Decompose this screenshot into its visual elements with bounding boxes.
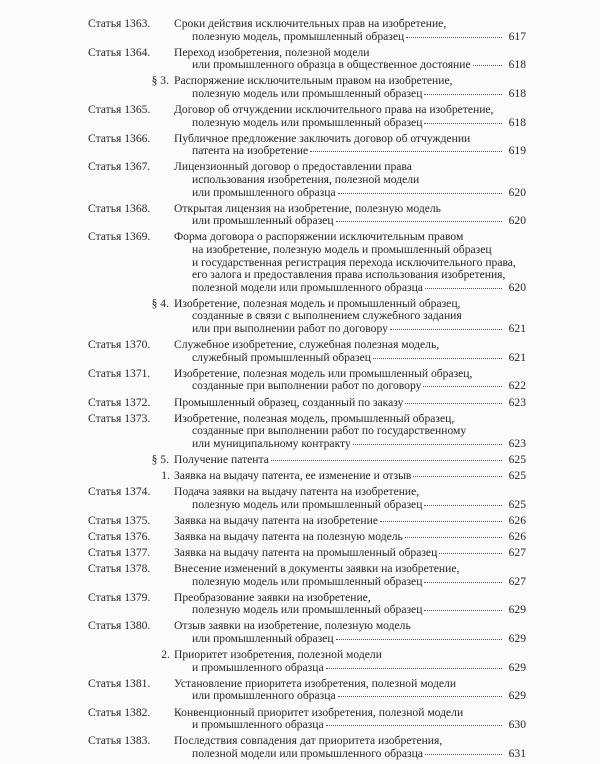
toc-entry-label: Статья 1381. xyxy=(88,676,151,690)
toc-entry-title xyxy=(174,547,526,560)
toc-title-last-line xyxy=(174,690,526,703)
toc-entry-title xyxy=(174,735,526,760)
toc-title-line: Получение патента xyxy=(174,452,269,466)
toc-entry-title xyxy=(174,47,526,72)
toc-entry-title xyxy=(174,203,526,228)
toc-title-line: или промышленный образец xyxy=(192,214,334,228)
toc-entry-title xyxy=(174,104,526,129)
toc-entry-title xyxy=(174,133,526,158)
toc-entry-title xyxy=(174,298,526,336)
toc-title-last-line xyxy=(174,547,526,560)
toc-entry-article xyxy=(88,104,526,129)
page-number: 623 xyxy=(508,436,526,450)
toc-entry-label: § 5. xyxy=(151,452,169,466)
toc-title-line: или промышленного образца в общественное достояние xyxy=(192,58,471,72)
toc-entry-title xyxy=(174,454,526,467)
toc-entry-title xyxy=(174,161,526,199)
toc-entry-article xyxy=(88,339,526,364)
toc-title-line: Последствия совпадения дат приоритета изобретения, xyxy=(174,734,443,748)
page-number: 627 xyxy=(508,545,526,559)
toc-title-line: Открытая лицензия на изобретение, полезную модель xyxy=(174,201,441,215)
toc-entry-article xyxy=(88,161,526,199)
page-number: 620 xyxy=(508,280,526,294)
toc-title-line: или промышленного образца xyxy=(192,185,336,199)
toc-title-line: Преобразование заявки на изобретение, xyxy=(174,590,371,604)
toc-entry-title xyxy=(174,515,526,528)
leader-dots xyxy=(390,321,502,330)
toc-entry-label: Статья 1374. xyxy=(88,485,151,499)
toc-entry-subsection xyxy=(88,470,526,483)
toc-title-line: полезной модели или промышленного образца xyxy=(192,746,423,760)
toc-title-line: Распоряжение исключительным правом на изобретение, xyxy=(174,74,453,88)
toc-entry-article xyxy=(88,563,526,588)
page-number: 618 xyxy=(508,58,526,72)
toc-entry-title xyxy=(174,531,526,544)
toc-entry-title xyxy=(174,18,526,43)
toc-title-line: Договор об отчуждении исключительного права на изобретение, xyxy=(174,103,494,117)
toc-entry-article xyxy=(88,18,526,43)
toc-title-line: полезную модель, промышленный образец xyxy=(192,29,405,43)
toc-entry-label: Статья 1382. xyxy=(88,705,151,719)
page-number: 631 xyxy=(508,746,526,760)
toc-entry-label: Статья 1368. xyxy=(88,201,151,215)
toc-title-last-line xyxy=(174,88,526,101)
toc-entry-article xyxy=(88,678,526,703)
toc-entry-article xyxy=(88,413,526,451)
toc-title-last-line xyxy=(174,323,526,336)
leader-dots xyxy=(424,115,502,124)
toc-title-line: или при выполнении работ по договору xyxy=(192,322,388,336)
leader-dots xyxy=(338,688,502,697)
toc-entry-label: Статья 1364. xyxy=(88,45,151,59)
toc-title-last-line xyxy=(174,515,526,528)
leader-dots xyxy=(413,468,502,477)
page-number: 617 xyxy=(508,29,526,43)
page-number: 620 xyxy=(508,214,526,228)
toc-title-last-line xyxy=(174,719,526,732)
toc-title-last-line xyxy=(174,352,526,365)
toc-entry-article xyxy=(88,133,526,158)
toc-title-line: Отзыв заявки на изобретение, полезную модель xyxy=(174,619,411,633)
toc-entry-label: Статья 1378. xyxy=(88,562,151,576)
toc-entry-title xyxy=(174,486,526,511)
leader-dots xyxy=(425,746,502,755)
toc-title-line: созданные в связи с выполнением служебного задания xyxy=(192,309,462,323)
page-number: 629 xyxy=(508,689,526,703)
toc-entry-article xyxy=(88,592,526,617)
toc-entry-subsection xyxy=(88,649,526,674)
toc-title-line: и промышленного образца xyxy=(192,718,324,732)
toc-entry-label: Статья 1377. xyxy=(88,545,151,559)
toc-title-line: Изобретение, полезная модель, промышленный образец, xyxy=(174,411,455,425)
toc-title-last-line xyxy=(174,576,526,589)
toc-title-line: Промышленный образец, созданный по заказу xyxy=(174,395,404,409)
toc-entry-title xyxy=(174,470,526,483)
toc-title-line: патента на изобретение xyxy=(192,144,309,158)
page-number: 630 xyxy=(508,718,526,732)
page-number: 626 xyxy=(508,529,526,543)
toc-title-line: Заявка на выдачу патента на полезную модель xyxy=(174,529,403,543)
toc-title-line: или муниципальному контракту xyxy=(192,436,351,450)
toc-entry-label: Статья 1363. xyxy=(88,17,151,30)
toc-entry-article xyxy=(88,620,526,645)
toc-entry-label: 2. xyxy=(161,648,170,662)
page-number: 621 xyxy=(508,350,526,364)
toc-title-line: и промышленного образца xyxy=(192,660,324,674)
page-number: 629 xyxy=(508,660,526,674)
toc-title-line: использования изобретения, полезной модели xyxy=(192,173,420,187)
page-number: 629 xyxy=(508,603,526,617)
leader-dots xyxy=(380,513,502,522)
leader-dots xyxy=(423,378,502,387)
page-number: 629 xyxy=(508,632,526,646)
leader-dots xyxy=(439,545,502,554)
toc-entry-label: Статья 1369. xyxy=(88,230,151,244)
leader-dots xyxy=(373,350,502,359)
toc-title-last-line xyxy=(174,187,526,200)
toc-entry-label: Статья 1365. xyxy=(88,103,151,117)
toc-title-line: Лицензионный договор о предоставлении права xyxy=(174,160,412,174)
toc-title-line: полезную модель или промышленный образец xyxy=(192,115,423,129)
toc-entry-section xyxy=(88,75,526,100)
toc-title-last-line xyxy=(174,117,526,130)
toc-entry-label: § 3. xyxy=(151,74,169,88)
toc-entry-section xyxy=(88,454,526,467)
toc-entry-label: § 4. xyxy=(151,296,169,310)
toc-title-line: созданные при выполнении работ по договору xyxy=(192,379,422,393)
toc-title-line: на изобретение, полезную модель и промышленный образец xyxy=(192,243,492,256)
toc-entry-label: Статья 1371. xyxy=(88,366,151,380)
toc-title-line: Публичное предложение заключить договор об отчуждении xyxy=(174,131,471,145)
toc-title-line: или промышленного образца xyxy=(192,689,336,703)
leader-dots xyxy=(424,86,502,95)
toc-entry-section xyxy=(88,298,526,336)
toc-title-last-line xyxy=(174,31,526,44)
toc-entry-article xyxy=(88,515,526,528)
toc-title-last-line xyxy=(174,633,526,646)
toc-title-last-line xyxy=(174,397,526,410)
leader-dots xyxy=(405,395,502,404)
toc-entry-title xyxy=(174,707,526,732)
toc-title-last-line xyxy=(174,380,526,393)
toc-title-line: полезную модель или промышленный образец xyxy=(192,497,423,511)
toc-entry-title xyxy=(174,592,526,617)
leader-dots xyxy=(406,29,502,38)
toc-title-line: Переход изобретения, полезной модели xyxy=(174,45,370,59)
leader-dots xyxy=(271,452,502,461)
leader-dots xyxy=(338,185,502,194)
toc-entry-article xyxy=(88,203,526,228)
toc-title-last-line xyxy=(174,454,526,467)
toc-title-line: Приоритет изобретения, полезной модели xyxy=(174,648,382,662)
toc-entry-title xyxy=(174,649,526,674)
toc-title-line: его залога и предоставления права использования изобретения, xyxy=(192,268,506,282)
toc-entry-article xyxy=(88,397,526,410)
toc-entry-title xyxy=(174,339,526,364)
page-number: 626 xyxy=(508,513,526,527)
leader-dots xyxy=(405,529,502,538)
toc-entry-title xyxy=(174,368,526,393)
toc-entry-label: Статья 1372. xyxy=(88,395,151,409)
toc-title-line: Заявка на выдачу патента на изобретение xyxy=(174,513,378,527)
toc-entry-label: Статья 1366. xyxy=(88,131,151,145)
toc-title-last-line xyxy=(174,604,526,617)
toc-entry-title xyxy=(174,231,526,294)
toc-title-last-line xyxy=(174,215,526,228)
toc-title-line: Изобретение, полезная модель или промышленный образец, xyxy=(174,366,473,380)
toc-entry-title xyxy=(174,75,526,100)
toc-entry-title xyxy=(174,678,526,703)
page-number: 620 xyxy=(508,185,526,199)
toc-entry-article xyxy=(88,47,526,72)
toc-entry-title xyxy=(174,397,526,410)
page-number: 627 xyxy=(508,574,526,588)
toc-title-line: Служебное изобретение, служебная полезная модель, xyxy=(174,338,440,352)
leader-dots xyxy=(310,143,502,152)
toc-entry-article xyxy=(88,486,526,511)
toc-title-line: Сроки действия исключительных прав на изобретение, xyxy=(174,17,447,30)
page-number: 622 xyxy=(508,379,526,393)
table-of-contents xyxy=(88,18,526,764)
leader-dots xyxy=(424,497,502,506)
page-number: 621 xyxy=(508,322,526,336)
leader-dots xyxy=(336,631,502,640)
leader-dots xyxy=(473,57,502,66)
toc-entry-article xyxy=(88,231,526,294)
toc-entry-label: Статья 1379. xyxy=(88,590,151,604)
toc-entry-label: Статья 1383. xyxy=(88,734,151,748)
toc-entry-article xyxy=(88,531,526,544)
toc-title-last-line xyxy=(174,531,526,544)
page-number: 618 xyxy=(508,86,526,100)
toc-title-last-line xyxy=(174,470,526,483)
leader-dots xyxy=(425,280,502,289)
toc-entry-article xyxy=(88,735,526,760)
toc-title-line: полезную модель или промышленный образец xyxy=(192,603,423,617)
toc-title-line: Изобретение, полезная модель и промышленный образец, xyxy=(174,296,461,310)
toc-entry-title xyxy=(174,563,526,588)
toc-entry-label: Статья 1370. xyxy=(88,338,151,352)
toc-entry-label: Статья 1367. xyxy=(88,160,151,174)
toc-title-line: Установление приоритета изобретения, полезной модели xyxy=(174,676,457,690)
page-number: 618 xyxy=(508,115,526,129)
toc-title-last-line xyxy=(174,499,526,512)
leader-dots xyxy=(326,660,502,669)
toc-title-line: или промышленный образец xyxy=(192,632,334,646)
page-number: 625 xyxy=(508,497,526,511)
toc-title-last-line xyxy=(174,438,526,451)
toc-title-line: Внесение изменений в документы заявки на изобретение, xyxy=(174,562,460,576)
leader-dots xyxy=(353,436,502,445)
toc-entry-label: Статья 1380. xyxy=(88,619,151,633)
toc-entry-title xyxy=(174,413,526,451)
leader-dots xyxy=(336,213,502,222)
toc-entry-article xyxy=(88,707,526,732)
toc-entry-label: Статья 1375. xyxy=(88,513,151,527)
toc-title-line: Форма договора о распоряжении исключительным правом xyxy=(174,230,464,244)
toc-entry-article xyxy=(88,368,526,393)
toc-title-line: полезной модели или промышленного образца xyxy=(192,280,423,294)
toc-title-line: Заявка на выдачу патента, ее изменение и отзыв xyxy=(174,469,412,482)
toc-title-last-line xyxy=(174,282,526,295)
leader-dots xyxy=(424,602,502,611)
toc-entry-title xyxy=(174,620,526,645)
leader-dots xyxy=(424,574,502,583)
toc-entry-label: 1. xyxy=(161,469,170,482)
page-number: 623 xyxy=(508,395,526,409)
toc-title-line: Заявка на выдачу патента на промышленный образец xyxy=(174,545,438,559)
toc-title-line: Подача заявки на выдачу патента на изобретение, xyxy=(174,485,420,499)
page-number: 625 xyxy=(508,469,526,482)
toc-entry-label: Статья 1376. xyxy=(88,529,151,543)
page-number: 619 xyxy=(508,144,526,158)
toc-title-last-line xyxy=(174,662,526,675)
toc-title-line: Конвенционный приоритет изобретения, полезной модели xyxy=(174,705,464,719)
toc-title-last-line xyxy=(174,59,526,72)
toc-entry-article xyxy=(88,547,526,560)
toc-title-line: и государственная регистрация перехода исключительного права, xyxy=(192,255,516,269)
toc-entry-label: Статья 1373. xyxy=(88,411,151,425)
toc-title-last-line xyxy=(174,145,526,158)
toc-title-line: служебный промышленный образец xyxy=(192,350,372,364)
toc-title-line: полезную модель или промышленный образец xyxy=(192,574,423,588)
leader-dots xyxy=(326,717,502,726)
toc-title-line: созданные при выполнении работ по государственному xyxy=(192,424,467,438)
page-number: 625 xyxy=(508,452,526,466)
toc-title-line: полезную модель или промышленный образец xyxy=(192,86,423,100)
